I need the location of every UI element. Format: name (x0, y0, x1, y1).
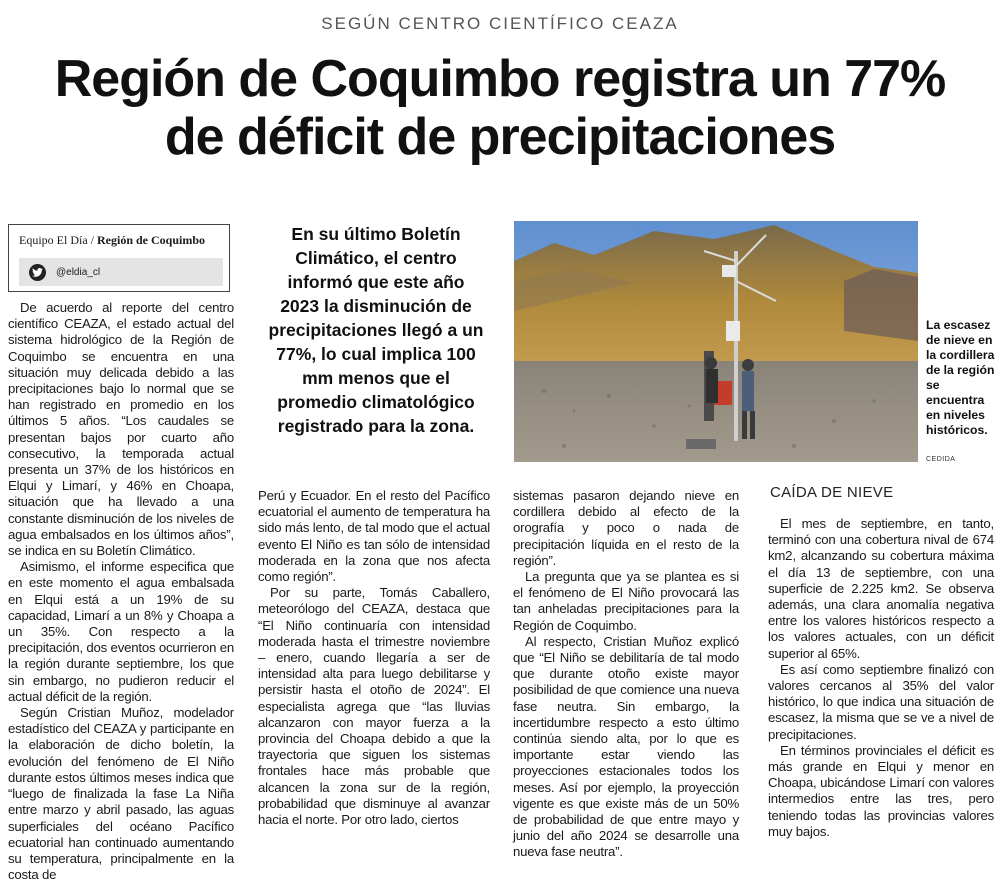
byline-box (8, 224, 230, 292)
paragraph: sistemas pasaron dejando nieve en cordillera debido al efecto de la orografía y poco o nada de precipitación líquida en el resto de la región”. (513, 488, 739, 568)
byline-author: Equipo El Día / (19, 233, 94, 247)
paragraph: En términos provinciales el déficit es más grande en Elqui y menor en Choapa, ubicándose Limarí con valores intermedios entre las tres, pero teniendo todas las provincias valores muy bajos. (768, 742, 994, 839)
social-handle[interactable]: @eldia_cl (56, 266, 101, 278)
headline-line-2: de déficit de precipitaciones (164, 108, 836, 166)
paragraph: Por su parte, Tomás Caballero, meteorólogo del CEAZA, destaca que “El Niño continuaría con intensidad moderada hasta el trimestre noviembre – enero, cuando llegaría a ser de intensidad alta para luego debilitarse y persistir hasta el otoño de 2024”. El especialista agrega que “las lluvias alcanzaron con mayor fuerza a la provincia del Choapa debido a que la trayectoria que siguen los sistemas frontales hace más probable que alcancen la zona sur de la región, probabilidad que disminuye al avanzar hacia el norte. Por otro lado, ciertos (258, 585, 490, 828)
paragraph: De acuerdo al reporte del centro científico CEAZA, el estado actual del sistema hidrológico de la Región de Coquimbo se encuentra en una situación muy delicada debido a las precipitaciones bajo lo normal que se han registrado en promedio en los últimos 5 años. “Los caudales se presentan bajos por cuarto año consecutivo, la temporada actual presenta un 37% de los históricos en Elqui y Limarí, y 46% en Choapa, situación que ha llevado a una constante disminución de los niveles de agua embalsados en los últimos años”, se indica en su Boletín Climático. (8, 300, 234, 559)
twitter-bird-glyph (32, 268, 43, 277)
paragraph: La pregunta que ya se plantea es si el fenómeno de El Niño provocará las tan anheladas precipitaciones para la Región de Coquimbo. (513, 569, 739, 633)
kicker: SEGÚN CENTRO CIENTÍFICO CEAZA (321, 14, 679, 33)
photo-caption: La escasez de nieve en la cordillera de la región se encuentra en niveles históricos. (926, 318, 995, 437)
weather-station-photo (514, 221, 918, 462)
article-column-2 (258, 488, 490, 828)
paragraph: Es así como septiembre finalizó con valores cercanos al 35% del valor histórico, lo que indica una situación de escasez, la misma que se ve a nivel de precipitaciones. (768, 661, 994, 742)
photo-credit: CEDIDA (926, 456, 956, 463)
byline-social (19, 258, 223, 286)
paragraph: Al respecto, Cristian Muñoz explicó que “El Niño se debilitaría de tal modo que durante otoño existe mayor posibilidad de que comience una nueva fase neutra. Sin embargo, la incertidumbre respecto a esto último continúa siendo alta, por lo que es importante estar viendo las proyecciones estacionales todos los meses. Así por ejemplo, la proyección vigente es que existe más de un 50% de probabilidad de que entre mayo y junio del año 2024 se desarrolle una nueva fase neutra”. (513, 633, 739, 860)
headline-line-1: Región de Coquimbo registra un 77% (54, 50, 946, 108)
byline-author-line (9, 225, 229, 252)
article-column-3 (513, 488, 739, 861)
paragraph: Perú y Ecuador. En el resto del Pacífico ecuatorial el aumento de temperatura ha sido más lento, de tal modo que el actual evento El Niño es tan sólo de intensidad moderada en la zona que nos afecta como región”. (258, 488, 490, 585)
byline-section: Región de Coquimbo (97, 233, 206, 247)
article-photo (514, 221, 918, 462)
article-column-1 (8, 300, 234, 883)
section-subhead: CAÍDA DE NIEVE (770, 484, 894, 501)
paragraph: Según Cristian Muñoz, modelador estadístico del CEAZA y participante en la elaboración de dicho boletín, la evolución del fenómeno de El Niño durante estos últimos meses indica que “luego de finalizada la fase La Niña entre marzo y abril pasado, las aguas superficiales del océano Pacífico ecuatorial han continuado aumentando su temperatura, principalmente en la costa de (8, 705, 234, 883)
pull-quote: En su último Boletín Climático, el centro informó que este año 2023 la disminución de precipitaciones llegó a un 77%, lo cual implica 100 mm menos que el promedio climatológico registrado para la zona. (268, 224, 484, 436)
article-column-4 (768, 516, 994, 840)
paragraph: El mes de septiembre, en tanto, terminó con una cobertura nival de 674 km2, alcanzando su cobertura máxima el día 13 de septiembre, con una superficie de 2.225 km2. Se observa además, una clara anomalía negativa entre los valores históricos respecto a los valores actuales, con un déficit superior al 65%. (768, 516, 994, 661)
twitter-icon[interactable] (29, 264, 46, 281)
headline (20, 50, 980, 166)
paragraph: Asimismo, el informe especifica que en este momento el agua embalsada en Elqui está a un 19% de su capacidad, Limarí a un 8% y Choapa a un 35%. Con respecto a la precipitación, dos eventos ocurrieron en la región durante septiembre, los que sin embargo, no pudieron reducir el actual déficit de la región. (8, 559, 234, 704)
